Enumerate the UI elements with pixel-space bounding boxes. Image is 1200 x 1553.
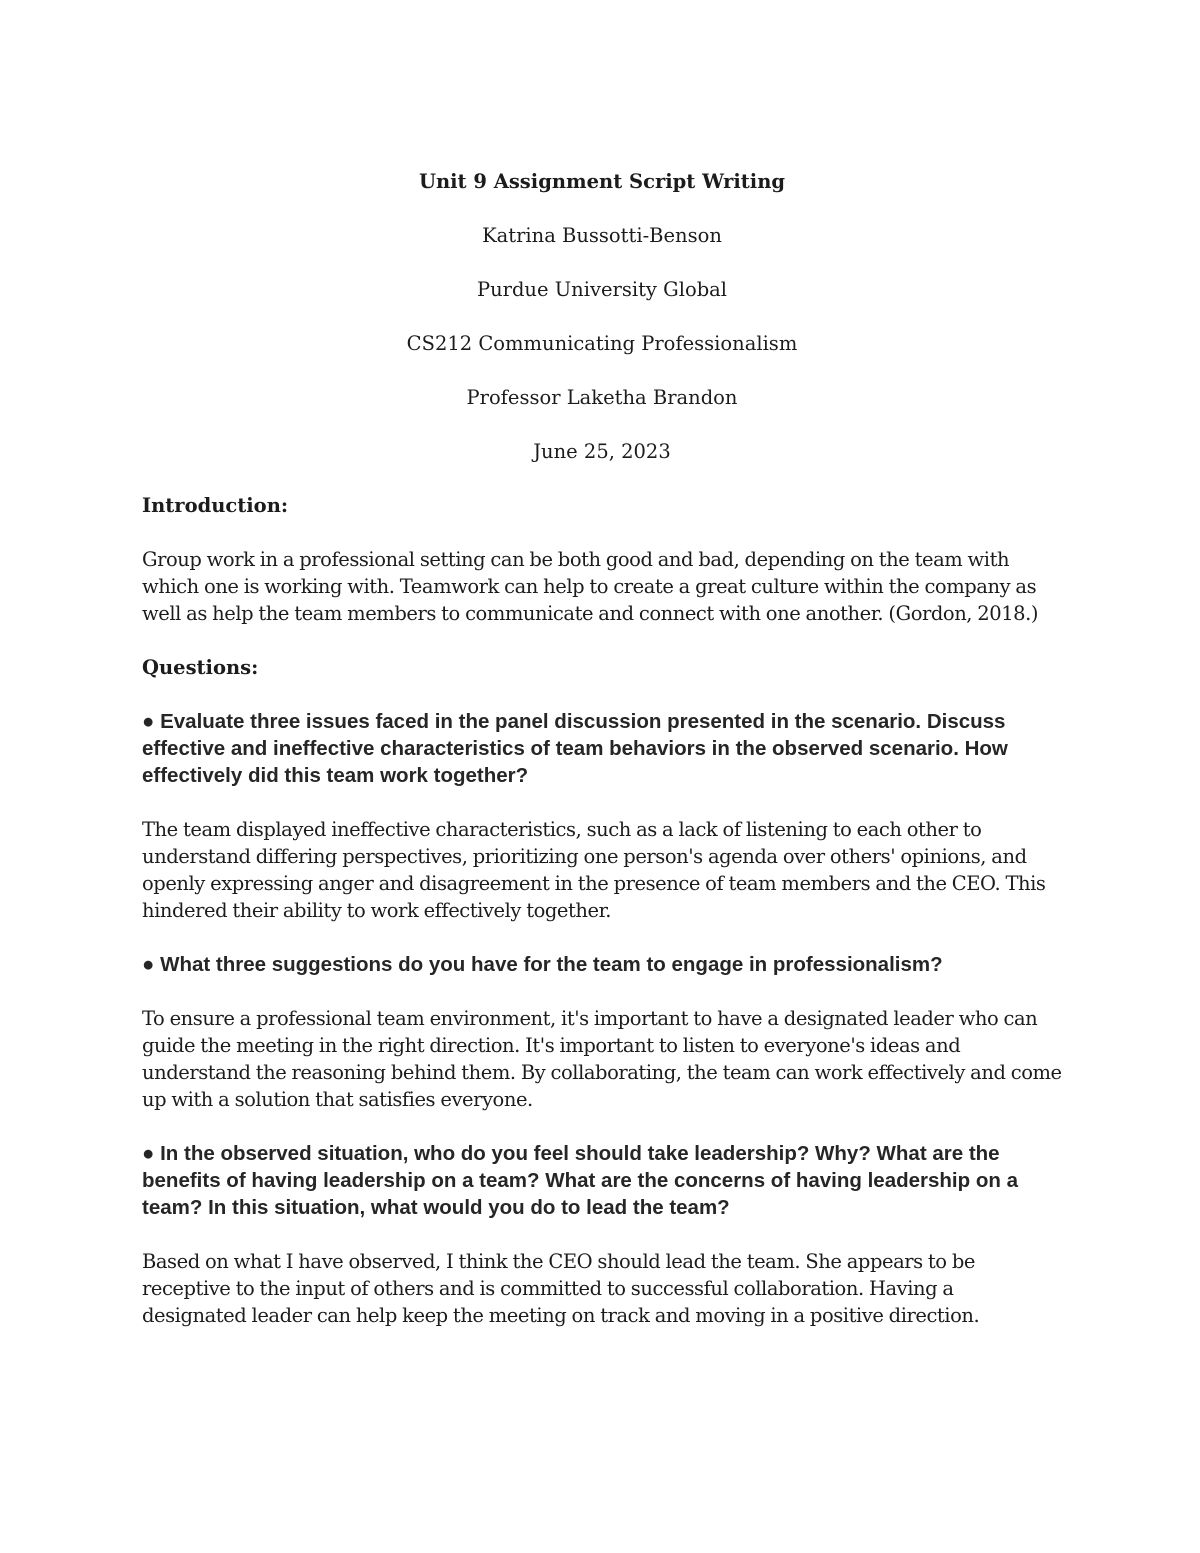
question-2-text: What three suggestions do you have for the team to engage in professionalism? [160,953,943,976]
bullet-icon: ● [142,1142,155,1165]
question-2 [142,951,1062,978]
question-1-text: Evaluate three issues faced in the panel discussion presented in the scenario. Discuss effective and ineffective characteristics of team behaviors in the observed scenario. How effectively did this team work together? [142,710,1008,787]
author-name: Katrina Bussotti-Benson [482,224,722,247]
question-1 [142,708,1062,789]
question-3-text: In the observed situation, who do you feel should take leadership? Why? What are the benefits of having leadership on a team? What are the concerns of having leadership on a team? In this situation, what would you do to lead the team? [142,1142,1018,1219]
bullet-icon: ● [142,710,155,733]
introduction-text: Group work in a professional setting can be both good and bad, depending on the team with which one is working with. Teamwork can help to create a great culture within the company as well as help the team members to communicate and connect with one another. (Gordon, 2018.) [142,548,1039,625]
document-title: Unit 9 Assignment Script Writing [418,170,786,193]
answer-3: Based on what I have observed, I think the CEO should lead the team. She appears to be receptive to the input of others and is committed to successful collaboration. Having a designated leader can help keep the meeting on track and moving in a positive direction. [142,1250,980,1327]
document-page [142,166,1062,1329]
answer-1: The team displayed ineffective characteristics, such as a lack of listening to each other to understand differing perspectives, prioritizing one person's agenda over others' opinions, and openly expressing anger and disagreement in the presence of team members and the CEO. This hindered their ability to work effectively together. [142,818,1046,922]
document-date: June 25, 2023 [533,440,671,463]
questions-heading: Questions: [142,656,259,679]
instructor-name: Professor Laketha Brandon [466,386,738,409]
course-name: CS212 Communicating Professionalism [406,332,798,355]
introduction-heading: Introduction: [142,494,289,517]
answer-2: To ensure a professional team environment, it's important to have a designated leader who can guide the meeting in the right direction. It's important to listen to everyone's ideas and understand the reasoning behind them. By collaborating, the team can work effectively and come up with a solution that satisfies everyone. [142,1007,1062,1111]
bullet-icon: ● [142,953,155,976]
question-3 [142,1140,1062,1221]
institution-name: Purdue University Global [476,278,728,301]
